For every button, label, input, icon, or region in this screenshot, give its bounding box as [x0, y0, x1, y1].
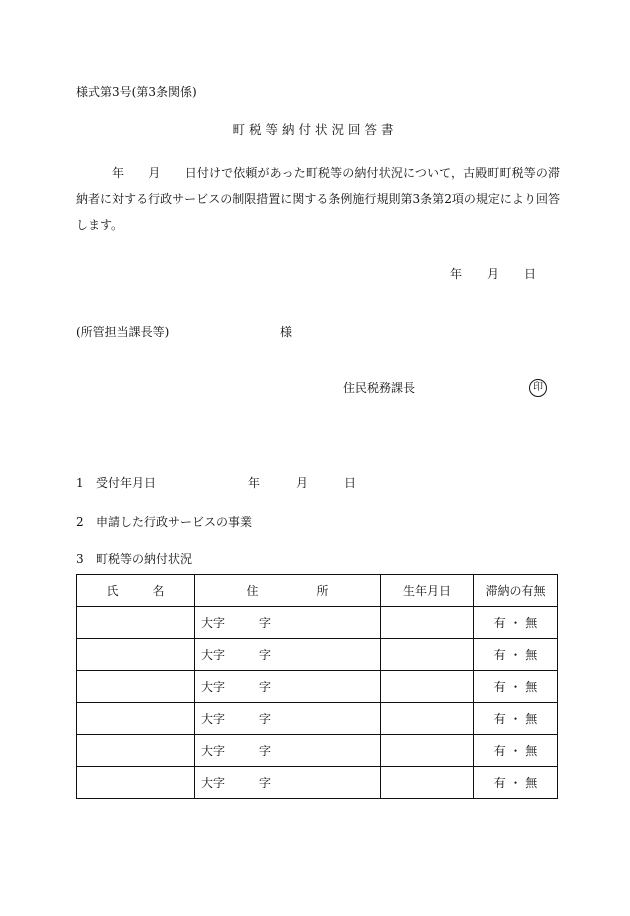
header-birthdate: 生年月日 [381, 575, 474, 607]
addressee-suffix: 様 [280, 325, 293, 339]
name-cell [77, 767, 195, 799]
addressee [76, 324, 293, 340]
name-cell [77, 639, 195, 671]
item-label: 町税等の納付状況 [96, 552, 193, 566]
address-cell [195, 703, 381, 735]
address-cell [195, 607, 381, 639]
header-name-2: 名 [152, 584, 165, 598]
aza-label: 字 [259, 648, 272, 662]
header-name [77, 575, 195, 607]
table-row [77, 607, 558, 639]
oaza-label: 大字 [201, 776, 226, 790]
header-address-1: 住 [246, 584, 259, 598]
table-header-row [77, 575, 558, 607]
payment-status-table [76, 574, 558, 799]
form-number: 様式第3号(第3条関係) [76, 85, 197, 99]
birthdate-cell [381, 671, 474, 703]
item-label: 受付年月日 [96, 476, 157, 490]
aza-label: 字 [259, 616, 272, 630]
receipt-date-year: 年 [248, 476, 261, 490]
address-cell [195, 767, 381, 799]
seal-mark: 印 [529, 379, 547, 397]
oaza-label: 大字 [201, 680, 226, 694]
birthdate-cell [381, 735, 474, 767]
oaza-label: 大字 [201, 648, 226, 662]
oaza-label: 大字 [201, 712, 226, 726]
status-cell: 有 ・ 無 [474, 671, 558, 703]
name-cell [77, 607, 195, 639]
table-row [77, 767, 558, 799]
aza-label: 字 [259, 744, 272, 758]
reply-date-year: 年 [450, 267, 463, 281]
addressee-label: (所管担当課長等) [76, 325, 170, 339]
address-cell [195, 735, 381, 767]
oaza-label: 大字 [201, 744, 226, 758]
birthdate-cell [381, 703, 474, 735]
reply-date-day: 日 [524, 267, 537, 281]
status-cell: 有 ・ 無 [474, 607, 558, 639]
address-cell [195, 671, 381, 703]
reply-date-month: 月 [487, 267, 500, 281]
receipt-date [248, 475, 356, 491]
birthdate-cell [381, 607, 474, 639]
item-number: 2 [76, 515, 84, 529]
status-cell: 有 ・ 無 [474, 767, 558, 799]
item-receipt-date [76, 475, 156, 491]
issuer-title: 住民税務課長 [343, 381, 416, 395]
receipt-date-month: 月 [296, 476, 309, 490]
body-paragraph: 年 月 日付けで依頼があった町税等の納付状況について，古殿町町税等の滞納者に対する行政サービスの制限措置に関する条例施行規則第3条第2項の規定により回答します。 [76, 166, 560, 232]
birthdate-cell [381, 639, 474, 671]
item-number: 3 [76, 552, 84, 566]
aza-label: 字 [259, 712, 272, 726]
status-cell: 有 ・ 無 [474, 639, 558, 671]
receipt-date-day: 日 [344, 476, 357, 490]
item-payment-status [76, 551, 192, 567]
oaza-label: 大字 [201, 616, 226, 630]
name-cell [77, 671, 195, 703]
birthdate-cell [381, 767, 474, 799]
table-row [77, 735, 558, 767]
name-cell [77, 703, 195, 735]
header-address [195, 575, 381, 607]
item-label: 申請した行政サービスの事業 [96, 515, 253, 529]
reply-date [450, 266, 536, 282]
page-title: 町税等納付状況回答書 [232, 122, 398, 137]
name-cell [77, 735, 195, 767]
address-cell [195, 639, 381, 671]
aza-label: 字 [259, 680, 272, 694]
status-cell: 有 ・ 無 [474, 703, 558, 735]
item-service [76, 514, 252, 530]
header-status: 滞納の有無 [474, 575, 558, 607]
aza-label: 字 [259, 776, 272, 790]
status-cell: 有 ・ 無 [474, 735, 558, 767]
header-name-1: 氏 [106, 584, 119, 598]
table-row [77, 703, 558, 735]
table-row [77, 639, 558, 671]
table-row [77, 671, 558, 703]
header-address-2: 所 [316, 584, 329, 598]
item-number: 1 [76, 476, 84, 490]
